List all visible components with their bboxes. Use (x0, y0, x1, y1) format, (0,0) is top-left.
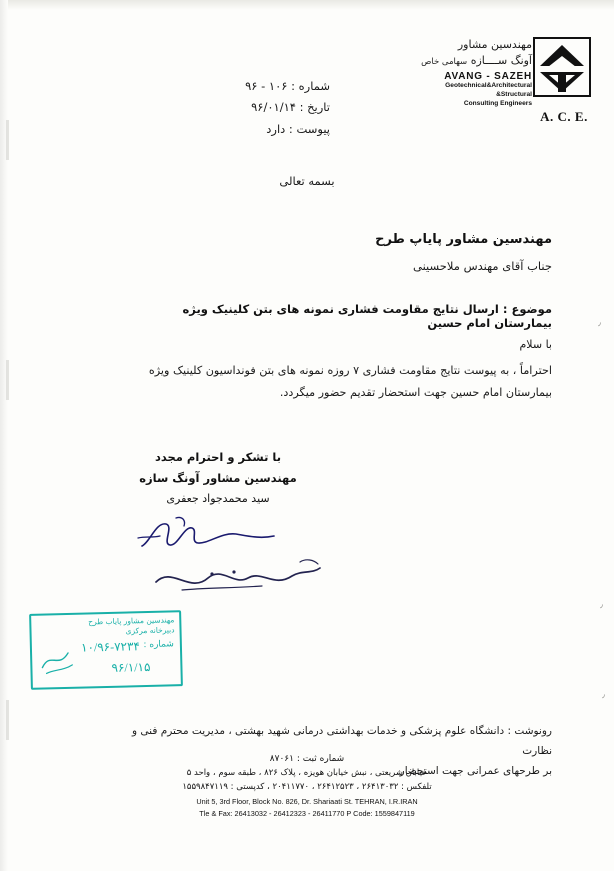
company-abbreviation: A. C. E. (540, 109, 588, 124)
reference-number-row (150, 76, 330, 97)
cc-label: رونوشت : (507, 725, 552, 737)
registration-stamp-number-value: ۱۰/۹۶-۷۲۳۴ (80, 639, 141, 655)
reference-date-row (150, 97, 330, 118)
scan-artifact (6, 360, 9, 400)
reference-attachment-value: دارد (266, 121, 286, 136)
footer (0, 754, 614, 819)
scan-edge-top (0, 0, 614, 10)
addressee-organization: مهندسین مشاور پایاپ طرح (375, 232, 552, 247)
company-desc-en-line2: &Structural (496, 90, 532, 98)
company-desc-en-line3: Consulting Engineers (463, 99, 532, 107)
letterhead-text (421, 36, 532, 109)
registration-stamp-date-value: ۹۶/۱/۱۵ (111, 659, 151, 675)
salutation: با سلام (519, 338, 552, 351)
reference-attachment-label: پیوست : (288, 121, 330, 136)
addressee-person: جناب آقای مهندس ملاحسینی (413, 259, 552, 273)
footer-address-fa-line1: خیابان شریعتی ، نبش خیابان هویزه ، پلاک ۸۲۶ ، طبقه سوم ، واحد ۵ (186, 768, 428, 779)
letter-body-line1: احتراماً ، به پیوست نتایج مقاومت فشاری ۷ روزه نمونه های بتن فونداسیون کلینیک ویژه (148, 364, 552, 377)
reference-date-label: تاریخ : (299, 100, 330, 115)
letter-body (112, 360, 552, 405)
letter-body-line2: بیمارستان امام حسین جهت استحضار تقدیم حضور میگردد. (279, 386, 552, 400)
footer-address-en-line1: Unit 5, 3rd Floor, Block No. 826, Dr. Shariaati St. TEHRAN, I.R.IRAN (196, 797, 418, 807)
stamp-signature-icon (38, 639, 79, 680)
reference-number-value: ۱۰۶ - ۹۶ (245, 79, 288, 93)
registration-stamp-number-label: شماره : (143, 639, 175, 651)
closing-thanks: با تشکر و احترام مجدد (154, 450, 282, 464)
addressee-block (132, 232, 552, 273)
footer-registration-number: شماره ثبت : ۸۷۰۶۱ (269, 754, 345, 765)
cc-line2: بر طرحهای عمرانی جهت استحضار. (396, 764, 552, 777)
avang-sazeh-script-icon (142, 552, 332, 602)
registration-stamp-header-line2: دبیرخانه مرکزی (125, 625, 175, 636)
scan-artifact (6, 120, 9, 160)
registration-stamp (29, 610, 183, 690)
reference-date-value: ۹۶/۰۱/۱۴ (251, 100, 296, 115)
scan-artifact (6, 700, 9, 740)
letterhead (366, 36, 596, 125)
footer-address-en-line2: Tle & Fax: 26413032 - 26412323 - 26411770 P Code: 1559847119 (199, 808, 415, 818)
company-name-fa-line1: مهندسین مشاور (457, 38, 532, 51)
company-name-fa-line2 (421, 54, 532, 67)
reference-attachment-row (150, 119, 330, 140)
scan-dot-mark: ٫ (598, 318, 601, 328)
company-type-fa: سهامی خاص (421, 57, 468, 67)
company-desc-en-line1: Geotechnical&Architectural (445, 82, 532, 89)
registration-stamp-header-line1: مهندسین مشاور پایاب طرح (88, 615, 175, 627)
footer-address-fa-line2: تلفکس : ۲۶۴۱۳۰۳۲ ، ۲۶۴۱۲۵۲۳ ، ۲۰۴۱۱۷۷۰ ، کدپستی : ۱۵۵۹۸۴۷۱۱۹ (182, 781, 432, 792)
closing-block (108, 450, 328, 512)
scan-dot-mark: ٫ (600, 600, 603, 610)
closing-signatory-name: سید محمدجواد جعفری (166, 492, 270, 505)
triangle-logo-icon (532, 36, 592, 108)
company-name-en: AVANG - SAZEH (444, 71, 532, 82)
closing-company: مهندسین مشاور آونگ سازه (139, 471, 297, 485)
reference-number-label: شماره : (291, 79, 330, 93)
basmala-text: بسمه تعالی (279, 174, 335, 188)
company-logo (532, 36, 596, 125)
subject-line: موضوع : ارسال نتایج مقاومت فشاری نمونه های بتن کلینیک ویژه بیمارستان امام حسین (182, 302, 552, 330)
registration-stamp-header (88, 615, 175, 637)
reference-block (150, 76, 330, 140)
company-name-fa-main: آونگ ســــازه (470, 54, 532, 67)
scan-dot-mark: ٫ (602, 690, 605, 700)
cc-recipient: دانشگاه علوم پزشکی و خدمات بهداشتی درمانی شهید بهشتی ، مدیریت محترم فنی و نظارت (132, 725, 552, 757)
